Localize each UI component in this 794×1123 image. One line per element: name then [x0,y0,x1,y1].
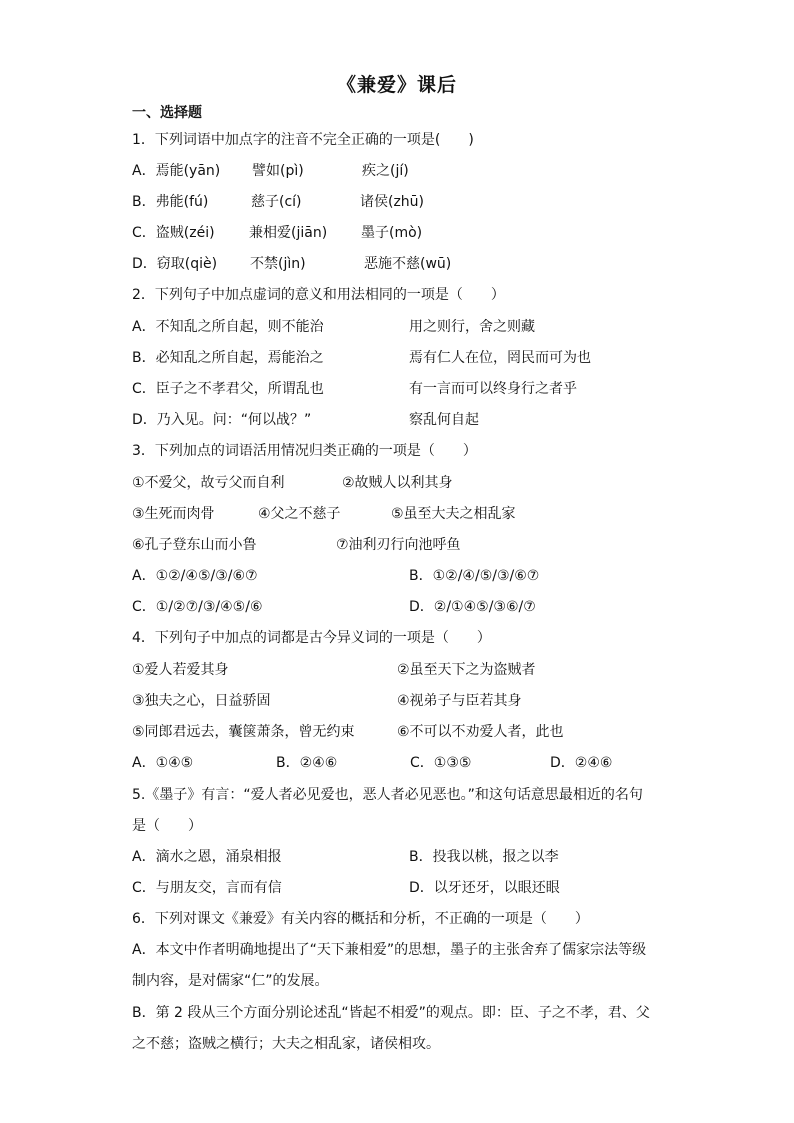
q5-stem-line-1: 5.《墨子》有言：“爱人者必见爱也，恶人者必见恶也。”和这句话意思最相近的名句 [132,787,643,803]
q3-items-row-2 [132,505,516,523]
q1-a-3: 疾之(jí) [362,163,409,179]
q6-option-b-line-1: B．第 2 段从三个方面分别论述乱“皆起不相爱”的观点。即：臣、子之不孝，君、父 [132,1005,650,1021]
q1-d-2: 不禁(jìn) [250,256,306,272]
q5-option-a: A．滴水之恩，涌泉相报 [132,849,282,865]
q6-option-b-line-2: 之不慈；盗贼之横行；大夫之相乱家，诸侯相攻。 [132,1036,440,1052]
q2-option-d [132,411,479,429]
q5-options-row-2 [132,879,560,897]
q1-d-1: D．窃取(qiè) [132,256,218,272]
page-title: 《兼爱》课后 [336,74,457,96]
q4-items-row-3 [132,723,564,741]
q4-item-2: ②虽至天下之为盗贼者 [397,662,536,678]
q5-options-row-1 [132,848,559,866]
q3-items-row-1 [132,474,453,492]
q4-item-4: ④视弟子与臣若其身 [397,693,522,709]
q1-b-3: 诸侯(zhū) [360,194,425,210]
q3-item-7: ⑦油利刃行向池呼鱼 [336,537,461,553]
q1-option-b [132,193,425,211]
q1-a-1: A．焉能(yān) [132,163,221,179]
q3-options-row-1 [132,567,540,585]
q4-item-5: ⑤同郎君远去，囊箧萧条，曾无约束 [132,724,355,740]
q1-option-c [132,224,423,242]
q4-items-row-1 [132,661,536,679]
q3-item-1: ①不爱父，故亏父而自利 [132,475,285,491]
q2-option-c [132,380,577,398]
q3-option-b: B．①②/④/⑤/③/⑥⑦ [409,568,540,584]
q1-b-2: 慈子(cí) [251,194,302,210]
q1-b-1: B．弗能(fú) [132,194,209,210]
q2-d-right: 察乱何自起 [409,412,479,428]
q2-a-left: A．不知乱之所自起，则不能治 [132,319,324,335]
q3-item-4: ④父之不慈子 [258,506,341,522]
q5-stem-line-2: 是（ ） [132,818,202,834]
q6-option-a-line-2: 制内容，是对儒家“仁”的发展。 [132,973,329,989]
q1-a-2: 譬如(pì) [252,163,304,179]
q3-option-c: C．①/②⑦/③/④⑤/⑥ [132,599,263,615]
q3-item-6: ⑥孔子登东山而小鲁 [132,537,257,553]
q4-option-c: C．①③⑤ [410,755,472,771]
q2-option-b [132,349,591,367]
q5-option-c: C．与朋友交，言而有信 [132,880,282,896]
section-heading: 一、选择题 [132,105,202,121]
q3-item-2: ②故贼人以利其身 [342,475,453,491]
q4-option-b: B．②④⑥ [276,755,338,771]
q2-a-right: 用之则行，舍之则藏 [409,319,535,335]
q5-option-d: D．以牙还牙，以眼还眼 [409,880,560,896]
q3-item-5: ⑤虽至大夫之相乱家 [391,506,516,522]
q2-option-a [132,318,535,336]
q1-c-1: C．盗贼(zéi) [132,225,215,241]
q3-items-row-3 [132,536,461,554]
q1-option-a [132,162,409,180]
q6-stem: 6．下列对课文《兼爱》有关内容的概括和分析，不正确的一项是（ ） [132,911,589,927]
q2-c-left: C．臣子之不孝君父，所谓乱也 [132,381,324,397]
q4-item-3: ③独夫之心，日益骄固 [132,693,271,709]
q3-item-3: ③生死而肉骨 [132,506,215,522]
q1-stem: 1．下列词语中加点字的注音不完全正确的一项是( ) [132,132,474,148]
q3-option-a: A．①②/④⑤/③/⑥⑦ [132,568,258,584]
q4-option-d: D．②④⑥ [550,755,613,771]
q4-option-a: A．①④⑤ [132,755,194,771]
q1-option-d [132,255,452,273]
q1-c-2: 兼相爱(jiān) [249,225,328,241]
q2-b-right: 焉有仁人在位，罔民而可为也 [409,350,591,366]
q4-items-row-2 [132,692,522,710]
q5-option-b: B．投我以桃，报之以李 [409,849,559,865]
q1-c-3: 墨子(mò) [361,225,423,241]
q6-option-a-line-1: A．本文中作者明确地提出了“天下兼相爱”的思想，墨子的主张舍弃了儒家宗法等级 [132,942,647,958]
q2-c-right: 有一言而可以终身行之者乎 [409,381,577,397]
q2-stem: 2．下列句子中加点虚词的意义和用法相同的一项是（ ） [132,287,505,303]
q3-option-d: D．②/①④⑤/③⑥/⑦ [409,599,536,615]
q4-item-6: ⑥不可以不劝爱人者，此也 [397,724,564,740]
q3-options-row-2 [132,598,536,616]
q4-stem: 4．下列句子中加点的词都是古今异义词的一项是（ ） [132,630,491,646]
q3-stem: 3．下列加点的词语活用情况归类正确的一项是（ ） [132,443,477,459]
q1-d-3: 恶施不慈(wū) [364,256,452,272]
q4-item-1: ①爱人若爱其身 [132,662,229,678]
q2-b-left: B．必知乱之所自起，焉能治之 [132,350,324,366]
q2-d-left: D．乃入见。问：“何以战？” [132,412,312,428]
